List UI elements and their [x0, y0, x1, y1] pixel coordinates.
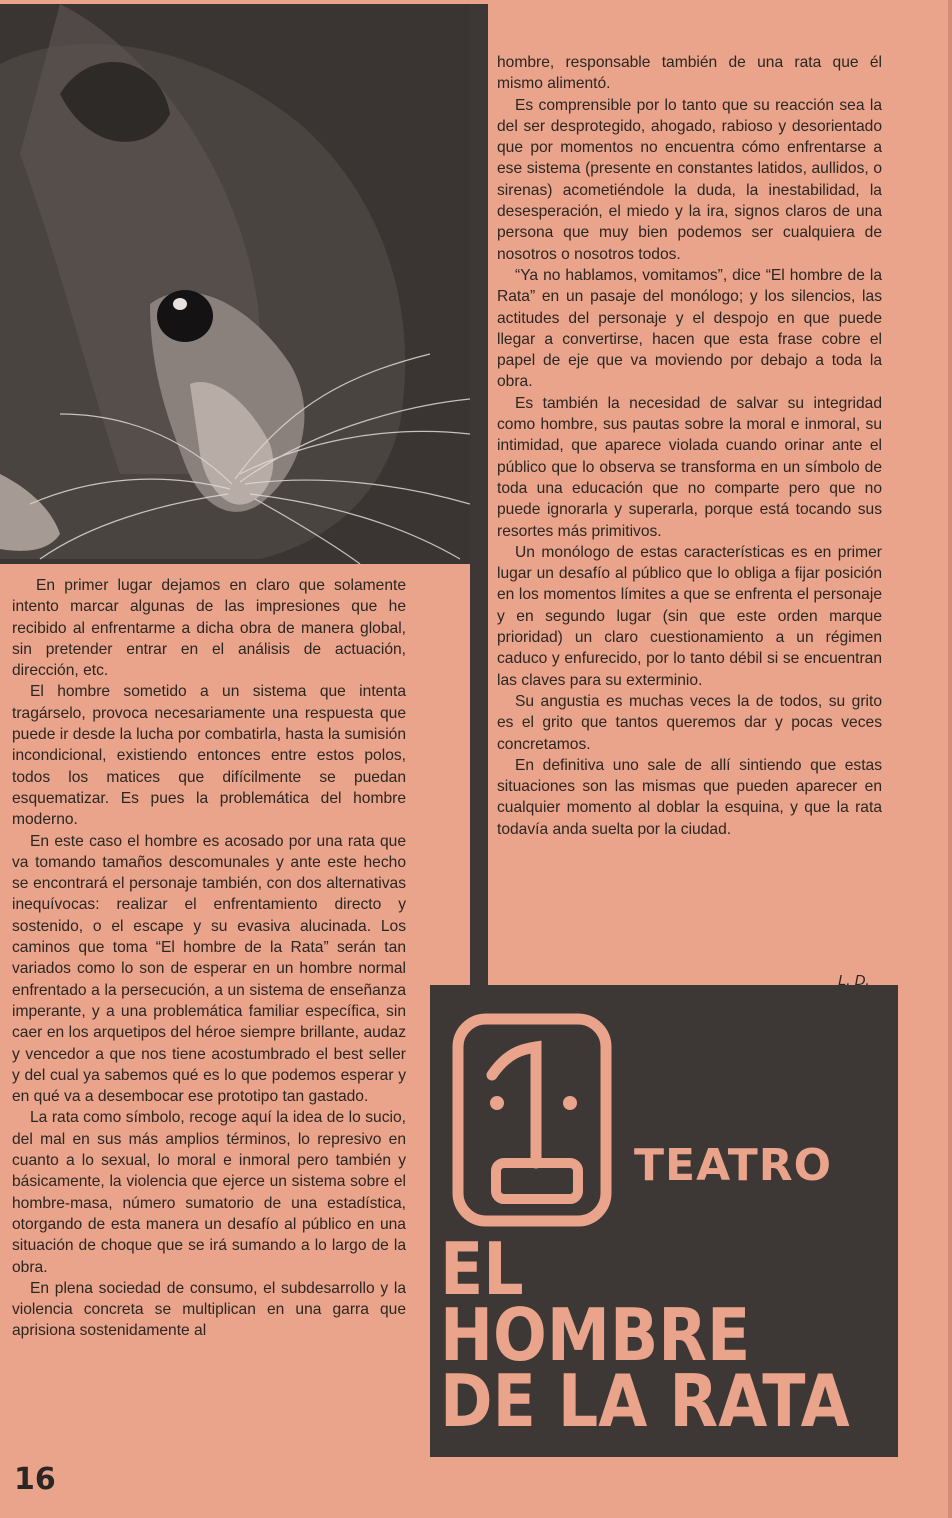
- paragraph: En este caso el hombre es acosado por una rata que va tomando tamaños descomunales y ante este hecho se encontrará el personaje también, con dos alternativas inequívocas: realizar el enfrentamiento directo y sostenido, o el escape y su evasiva alucinada. Los caminos que toma “El hombre de la Rata” serán tan variados como lo son de esperar en un hombre normal enfrentado a la persecución, a un sistema de enseñanza imperante, y a una problemática familiar específica, sin caer en los arquetipos del héroe siempre brillante, audaz y vencedor a que nos tiene acostumbrado el best seller y del cual ya sabemos qué es lo que podemos esperar y en qué va a desembocar ese prototipo tan gastado.: [12, 832, 406, 1106]
- title-line: DE LA RATA: [440, 1359, 850, 1443]
- title-line: HOMBRE: [440, 1293, 751, 1377]
- dark-divider: [470, 4, 488, 988]
- article-right-column: [497, 52, 882, 840]
- paragraph: hombre, responsable también de una rata que él mismo alimentó.: [497, 54, 882, 93]
- page-edge: [948, 0, 952, 1518]
- paragraph: Un monólogo de estas características es en primer lugar un desafío al público que lo obliga a fijar posición en los momentos límites a que se enfrenta el personaje y en segundo lugar (sin que este orden marque prioridad) un claro cuestionamiento a un régimen caduco y enfurecido, por lo tanto débil si se encuentran las claves para su exterminio.: [497, 543, 882, 689]
- article-title: [440, 1227, 850, 1443]
- paragraph: La rata como símbolo, recoge aquí la idea de lo sucio, del mal en sus más amplios términos, lo represivo en cuanto a lo sexual, lo moral e inmoral pero también y básicamente, la violencia que ejerce un sistema sobre el hombre-masa, número sumatorio de una estadística, otorgando de esta manera un desafío al público en una situación de choque que se irá sumando a lo largo de la obra.: [12, 1109, 406, 1276]
- paragraph: “Ya no hablamos, vomitamos”, dice “El hombre de la Rata” en un pasaje del monólogo; y los silencios, las actitudes del personaje y el despojo en que puede llegar a convertirse, hacen que esta frase cobre el papel de eje que va moviendo por debajo a toda la obra.: [497, 266, 882, 391]
- page-number: 16: [14, 1462, 56, 1497]
- paragraph: En primer lugar dejamos en claro que solamente intento marcar algunas de las impresiones que he recibido al enfrentarme a dicha obra de manera global, sin pretender entrar en el análisis de actuación, dirección, etc.: [12, 577, 406, 680]
- paragraph: Es comprensible por lo tanto que su reacción sea la del ser desprotegido, ahogado, rabioso y desorientado que por momentos no encuentra cómo enfrentarse a ese sistema (presente en constantes latidos, aullidos, o sirenas) acometiéndole la duda, la inestabilidad, la desesperación, el miedo y la ira, signos claros de una persona que muy bien podemos ser cualquiera de nosotros o nosotros todos.: [497, 96, 882, 263]
- paragraph: En definitiva uno sale de allí sintiendo que estas situaciones son las mismas que pueden aparecer en cualquier momento al doblar la esquina, y que la rata todavía anda suelta por la ciudad.: [497, 756, 882, 838]
- paragraph: Es también la necesidad de salvar su integridad como hombre, sus pautas sobre la moral e inmoral, su intimidad, que aparece violada cuando orinar ante el público que lo observa se transforma en un símbolo de toda una educación que no comparte pero que no puede ignorarla y superarla, porque está tocando sus resortes más primitivos.: [497, 394, 882, 540]
- paragraph: Su angustia es muchas veces la de todos, su grito es el grito que tantos queremos dar y pocas veces concretamos.: [497, 692, 882, 753]
- paragraph: En plena sociedad de consumo, el subdesarrollo y la violencia concreta se multiplican en una garra que aprisiona sostenidamente al: [12, 1279, 406, 1340]
- article-left-column: [12, 575, 406, 1342]
- title-line: EL: [440, 1227, 524, 1311]
- rat-illustration: [0, 4, 470, 564]
- paragraph: El hombre sometido a un sistema que intenta tragárselo, provoca necesariamente una respuesta que puede ir desde la lucha por combatirla, hasta la sumisión incondicional, existiendo entonces entre estos polos, todos los matices que difícilmente se puedan esquematizar. Es pues la problemática del hombre moderno.: [12, 683, 406, 829]
- section-label: TEATRO: [634, 1140, 833, 1191]
- author-signature: L. D.: [838, 972, 870, 989]
- teatro-logo-icon: [452, 1013, 612, 1227]
- rat-photo: [0, 4, 470, 564]
